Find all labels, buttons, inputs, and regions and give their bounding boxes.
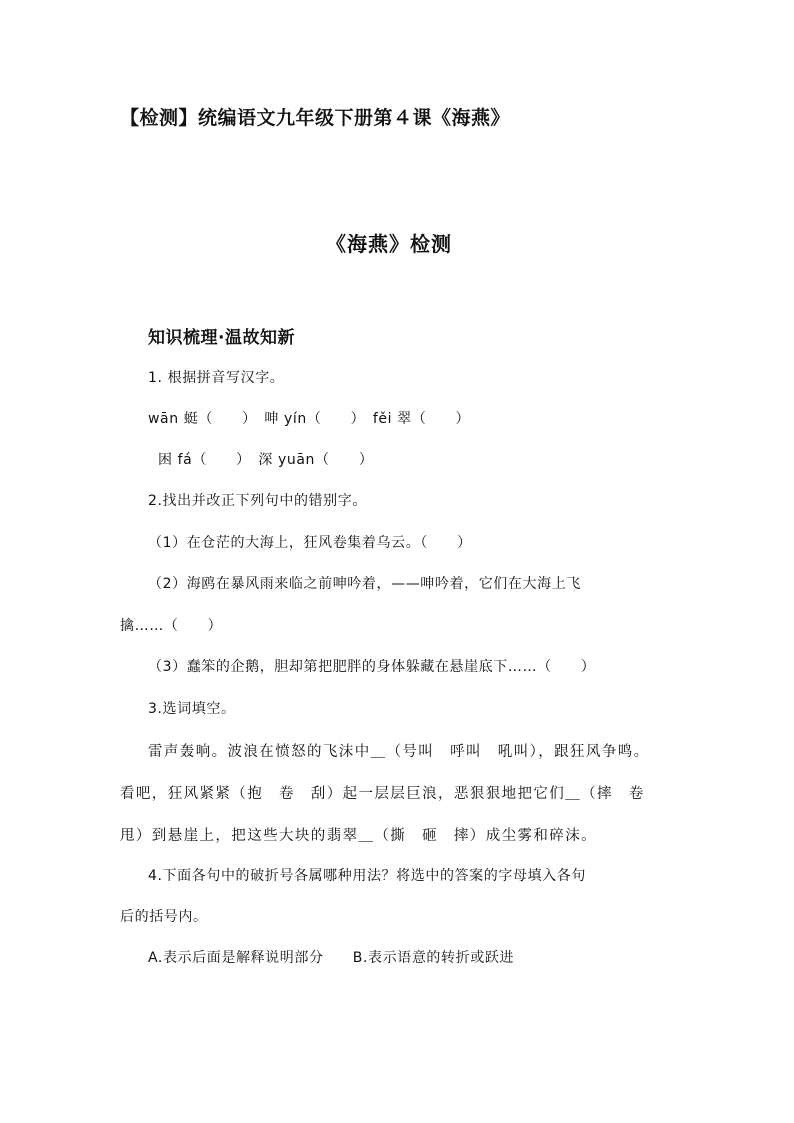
question-2-item-2: （2）海鸥在暴风雨来临之前呻吟着，——呻吟着，它们在大海上飞 [148, 576, 581, 592]
question-2-item-2-continued: 擒……（ ） [120, 618, 223, 634]
question-3-prompt: 3.选词填空。 [148, 701, 236, 717]
question-4-prompt-continued: 后的括号内。 [120, 909, 208, 925]
question-1-pinyin-row-2: 困 fá（ ） 深 yuān（ ） [158, 452, 374, 468]
question-3-passage-line-1: 雷声轰响。波浪在愤怒的飞沫中＿（号叫 呼叫 吼叫），跟狂风争鸣。 [148, 744, 650, 760]
test-subtitle: 《海燕》检测 [326, 232, 452, 256]
question-4-options: A.表示后面是解释说明部分 B.表示语意的转折或跃进 [148, 950, 515, 966]
section-heading: 知识梳理·温故知新 [148, 328, 295, 348]
question-2-item-1: （1）在仓茫的大海上，狂风卷集着乌云。（ ） [148, 535, 472, 551]
question-4-prompt: 4.下面各句中的破折号各属哪种用法？将选中的答案的字母填入各句 [148, 868, 586, 884]
question-1-prompt: 1. 根据拼音写汉字。 [148, 370, 285, 386]
question-3-passage-line-3: 甩）到悬崖上，把这些大块的翡翠＿（撕 砸 摔）成尘雾和碎沫。 [120, 828, 597, 844]
question-2-item-3: （3）蠢笨的企鹅，胆却第把肥胖的身体躲藏在悬崖底下……（ ） [148, 659, 596, 675]
question-1-pinyin-row-1: wān 蜓（ ） 呻 yín（ ） fěi 翠（ ） [148, 411, 471, 427]
question-3-passage-line-2: 看吧，狂风紧紧（抱 卷 刮）起一层层巨浪，恶狠狠地把它们＿（摔 卷 [120, 786, 645, 802]
question-2-prompt: 2.找出并改正下列句中的错别字。 [148, 493, 367, 509]
document-title: 【检测】统编语文九年级下册第４课《海燕》 [120, 107, 511, 129]
